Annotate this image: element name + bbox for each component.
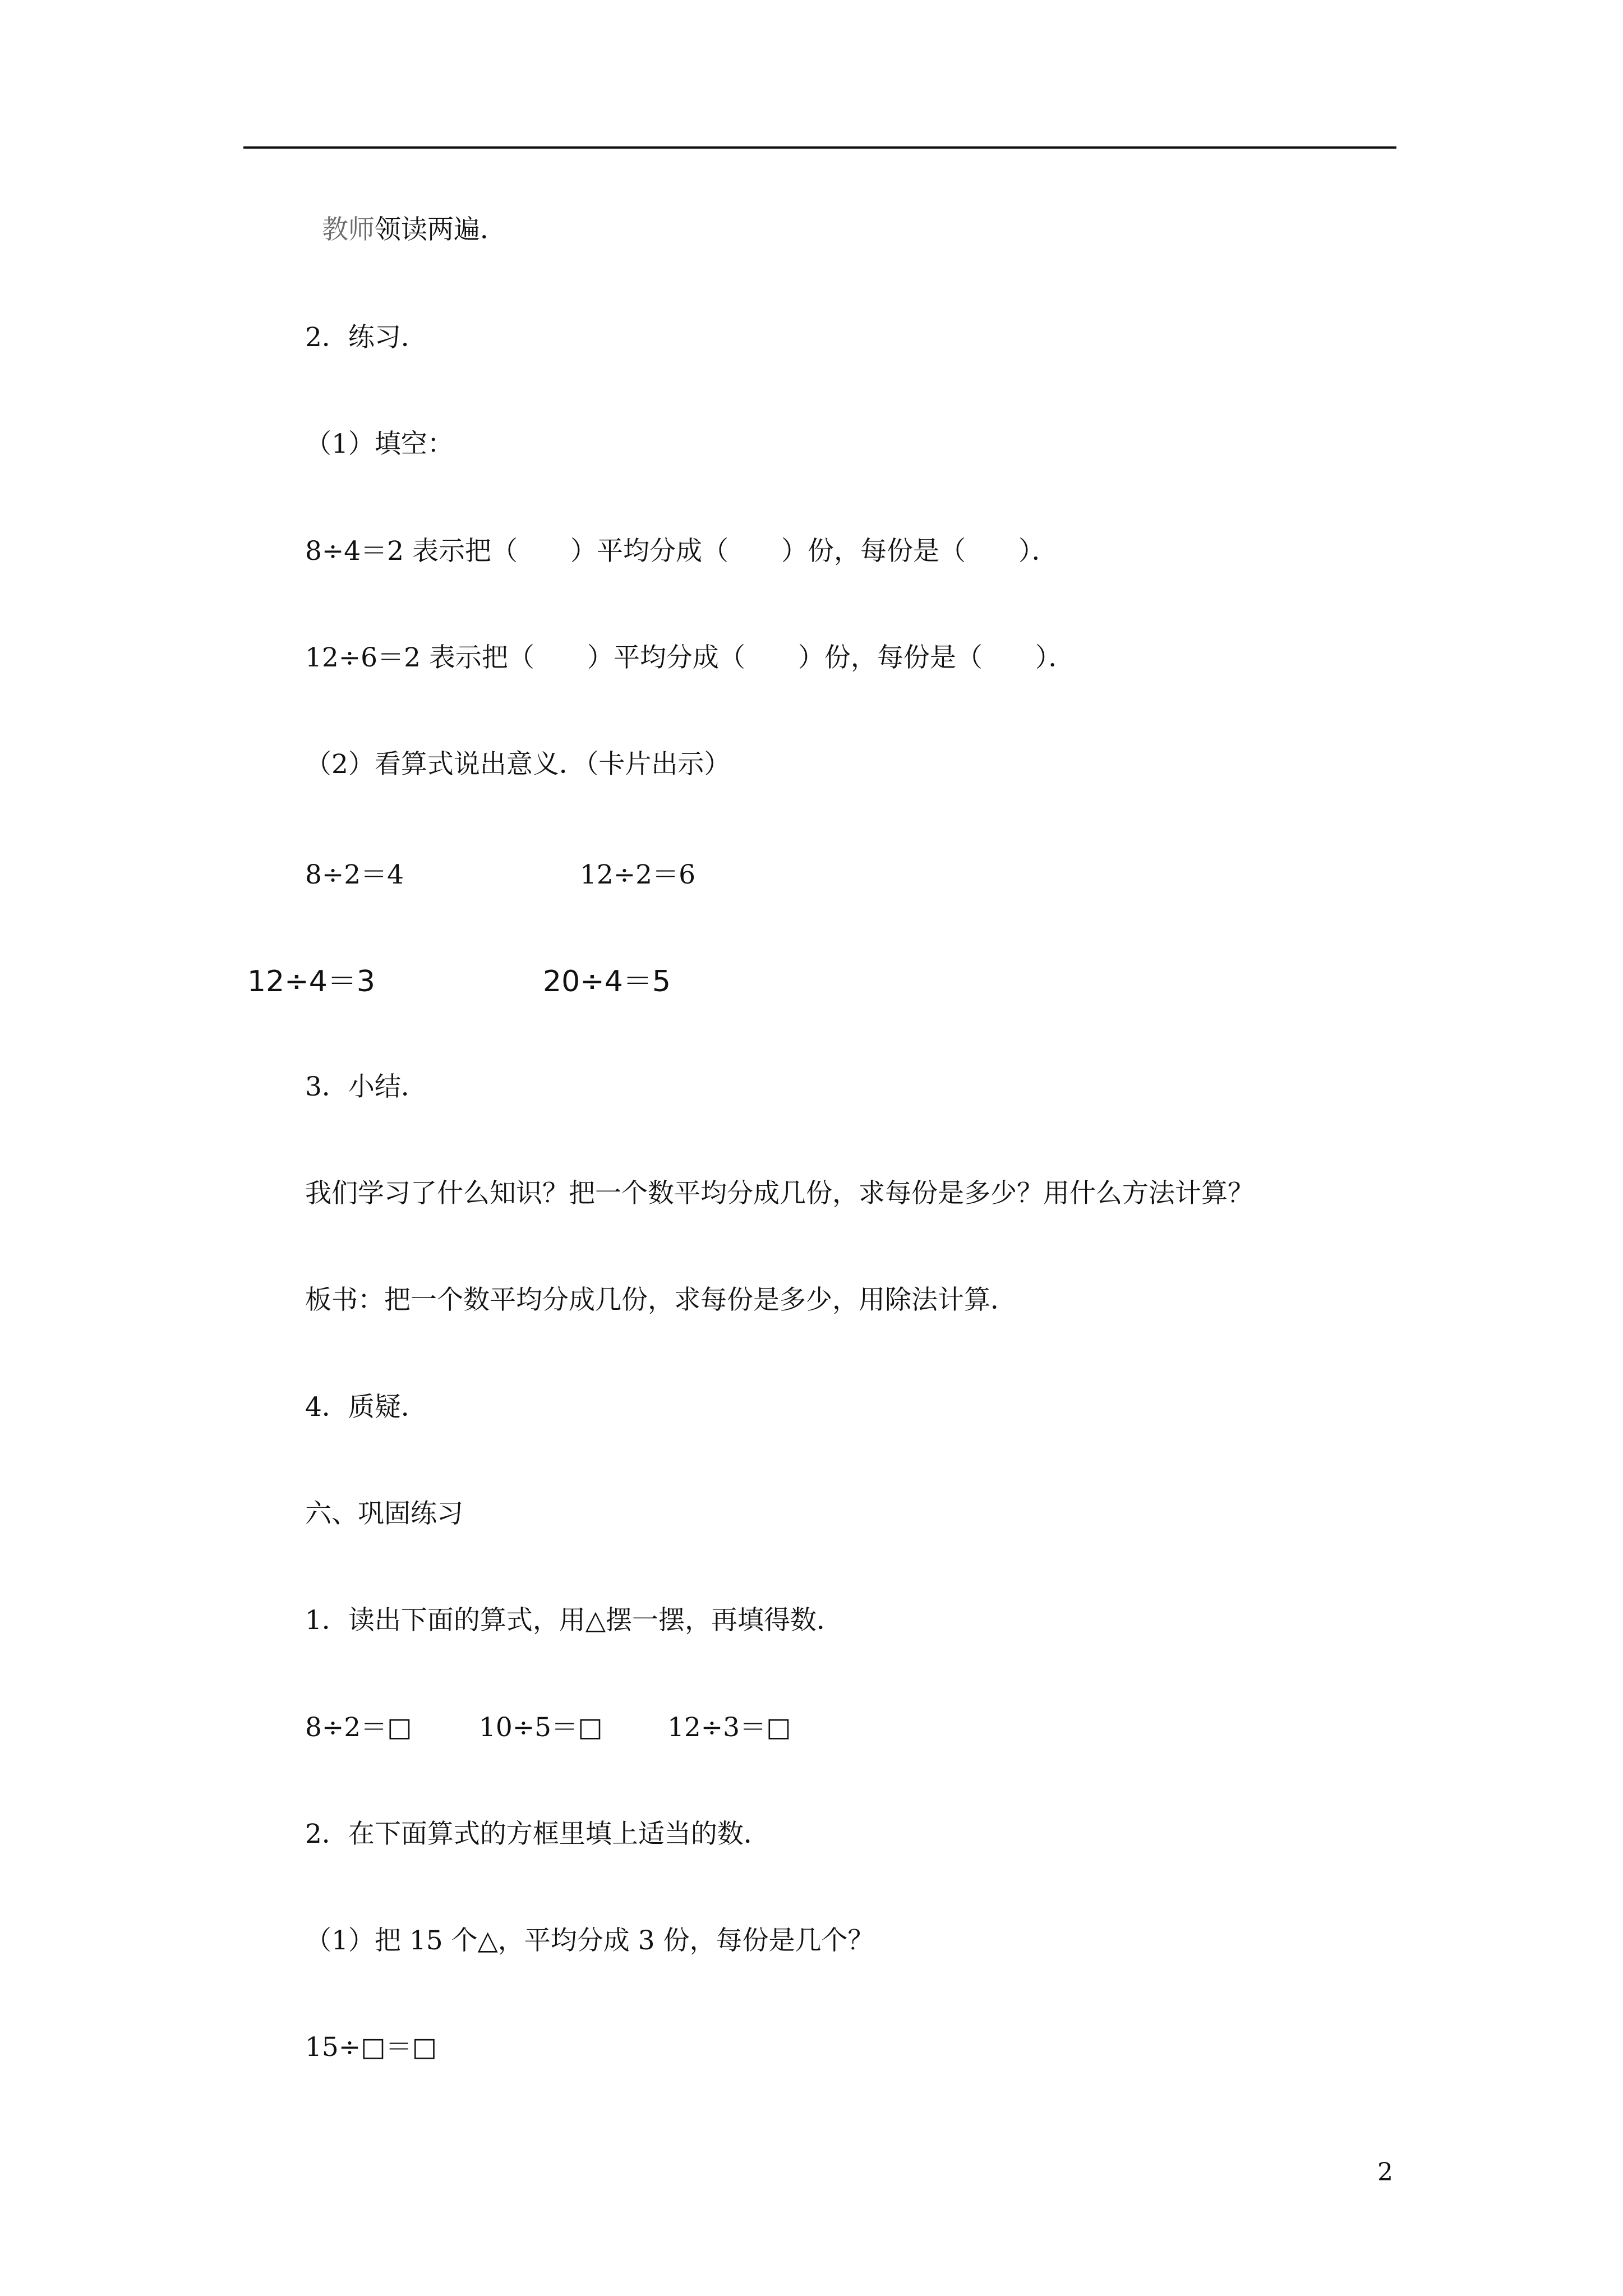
equation-8-div-2: 8÷2＝4 <box>305 859 404 890</box>
subheading-fill-blank: （1）填空： <box>305 429 454 459</box>
text-teacher: 教师 <box>322 214 375 245</box>
equation-20-div-4: 20÷4＝5 <box>543 965 671 999</box>
heading-practice: 2．练习． <box>305 322 427 353</box>
exercise-2-instruction: 2．在下面算式的方框里填上适当的数． <box>305 1819 770 1849</box>
page-number: 2 <box>1377 2158 1393 2187</box>
exercise-1-instruction: 1．读出下面的算式，用△摆一摆，再填得数． <box>305 1605 843 1636</box>
heading-summary: 3．小结． <box>305 1071 427 1102</box>
exercise-2-question-1: （1）把 15 个△，平均分成 3 份，每份是几个？ <box>305 1925 874 1956</box>
equation-12-div-2: 12÷2＝6 <box>580 859 695 890</box>
fill-blank-question-1: 8÷4＝2 表示把（ ）平均分成（ ）份，每份是（ ）． <box>305 536 1058 567</box>
fill-blank-question-2: 12÷6＝2 表示把（ ）平均分成（ ）份，每份是（ ）． <box>305 642 1075 673</box>
exercise-equation-12-div-3: 12÷3＝□ <box>667 1712 791 1743</box>
heading-questions: 4．质疑． <box>305 1392 427 1423</box>
exercise-equation-10-div-5: 10÷5＝□ <box>479 1712 603 1743</box>
equation-12-div-4: 12÷4＝3 <box>247 965 375 999</box>
exercise-2-equation: 15÷□＝□ <box>305 2032 437 2063</box>
exercise-equation-8-div-2: 8÷2＝□ <box>305 1712 412 1743</box>
board-writing: 板书：把一个数平均分成几份，求每份是多少，用除法计算． <box>305 1285 1017 1315</box>
text-line-teacher-reads <box>322 213 506 247</box>
section-heading-consolidation: 六、巩固练习 <box>305 1498 463 1529</box>
summary-question: 我们学习了什么知识？把一个数平均分成几份，求每份是多少？用什么方法计算？ <box>305 1178 1254 1209</box>
header-rule <box>243 146 1396 149</box>
text-reads-twice: 领读两遍． <box>375 214 506 245</box>
subheading-card-meaning: （2）看算式说出意义．（卡片出示） <box>305 749 731 780</box>
